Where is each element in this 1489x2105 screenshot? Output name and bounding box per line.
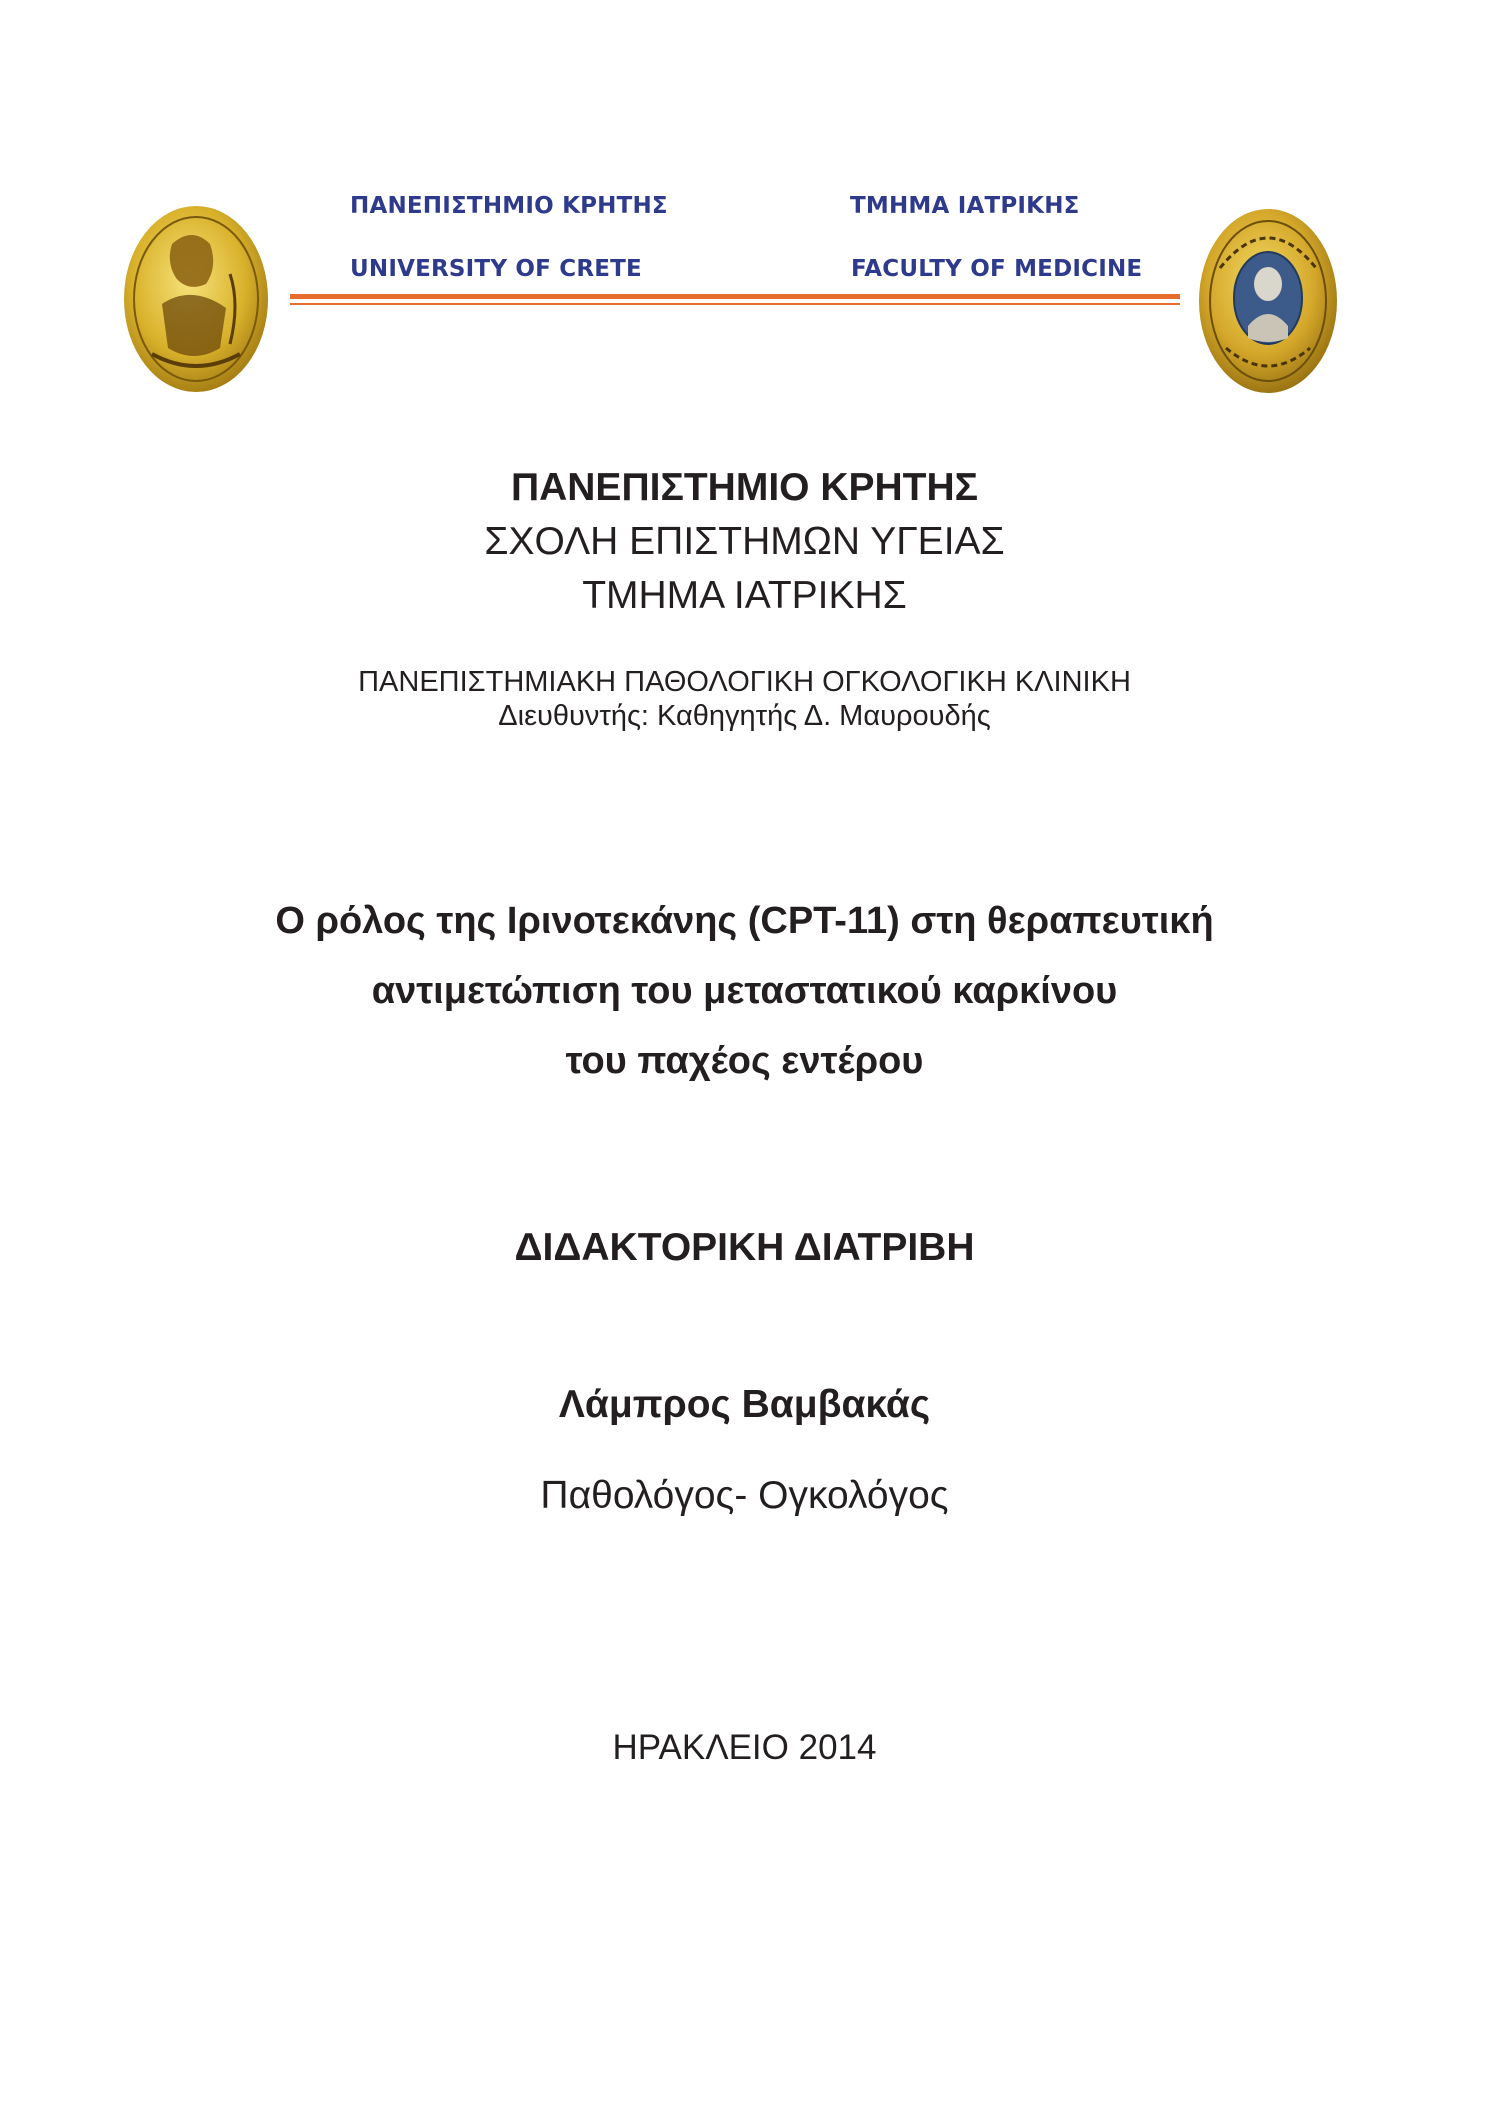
thesis-title-line-2: αντιμετώπιση του μεταστατικού καρκίνου (371, 970, 1118, 1012)
letterhead-university-greek: ΠΑΝΕΠΙΣΤΗΜΙΟ ΚΡΗΤΗΣ (350, 193, 668, 219)
place-and-year: ΗΡΑΚΛΕΙΟ 2014 (612, 1728, 877, 1767)
letterhead-department-english: FACULTY OF MEDICINE (851, 256, 1143, 282)
school-name: ΣΧΟΛΗ ΕΠΙΣΤΗΜΩΝ ΥΓΕΙΑΣ (484, 520, 1005, 563)
university-seal-icon (122, 204, 270, 394)
thesis-title-line-3: του παχέος εντέρου (565, 1040, 924, 1082)
letterhead-rule-thin (290, 303, 1180, 305)
letterhead-rule (290, 294, 1180, 299)
document-type: ΔΙΔΑΚΤΟΡΙΚΗ ΔΙΑΤΡΙΒΗ (514, 1226, 975, 1269)
medical-school-seal-icon (1198, 208, 1338, 394)
author-name: Λάμπρος Βαμβακάς (558, 1383, 931, 1426)
author-specialty: Παθολόγος- Ογκολόγος (540, 1474, 949, 1517)
letterhead-department-greek: ΤΜΗΜΑ ΙΑΤΡΙΚΗΣ (850, 193, 1080, 219)
letterhead-university-english: UNIVERSITY OF CRETE (350, 256, 642, 282)
clinic-director: Διευθυντής: Καθηγητής Δ. Μαυρουδής (498, 700, 991, 732)
department-name: ΤΜΗΜΑ ΙΑΤΡΙΚΗΣ (582, 574, 907, 617)
thesis-title-line-1: Ο ρόλος της Ιρινοτεκάνης (CPT-11) στη θεραπευτική (275, 900, 1214, 942)
university-name: ΠΑΝΕΠΙΣΤΗΜΙΟ ΚΡΗΤΗΣ (510, 466, 979, 509)
clinic-name: ΠΑΝΕΠΙΣΤΗΜΙΑΚΗ ΠΑΘΟΛΟΓΙΚΗ ΟΓΚΟΛΟΓΙΚΗ ΚΛΙΝΙΚΗ (358, 666, 1131, 698)
